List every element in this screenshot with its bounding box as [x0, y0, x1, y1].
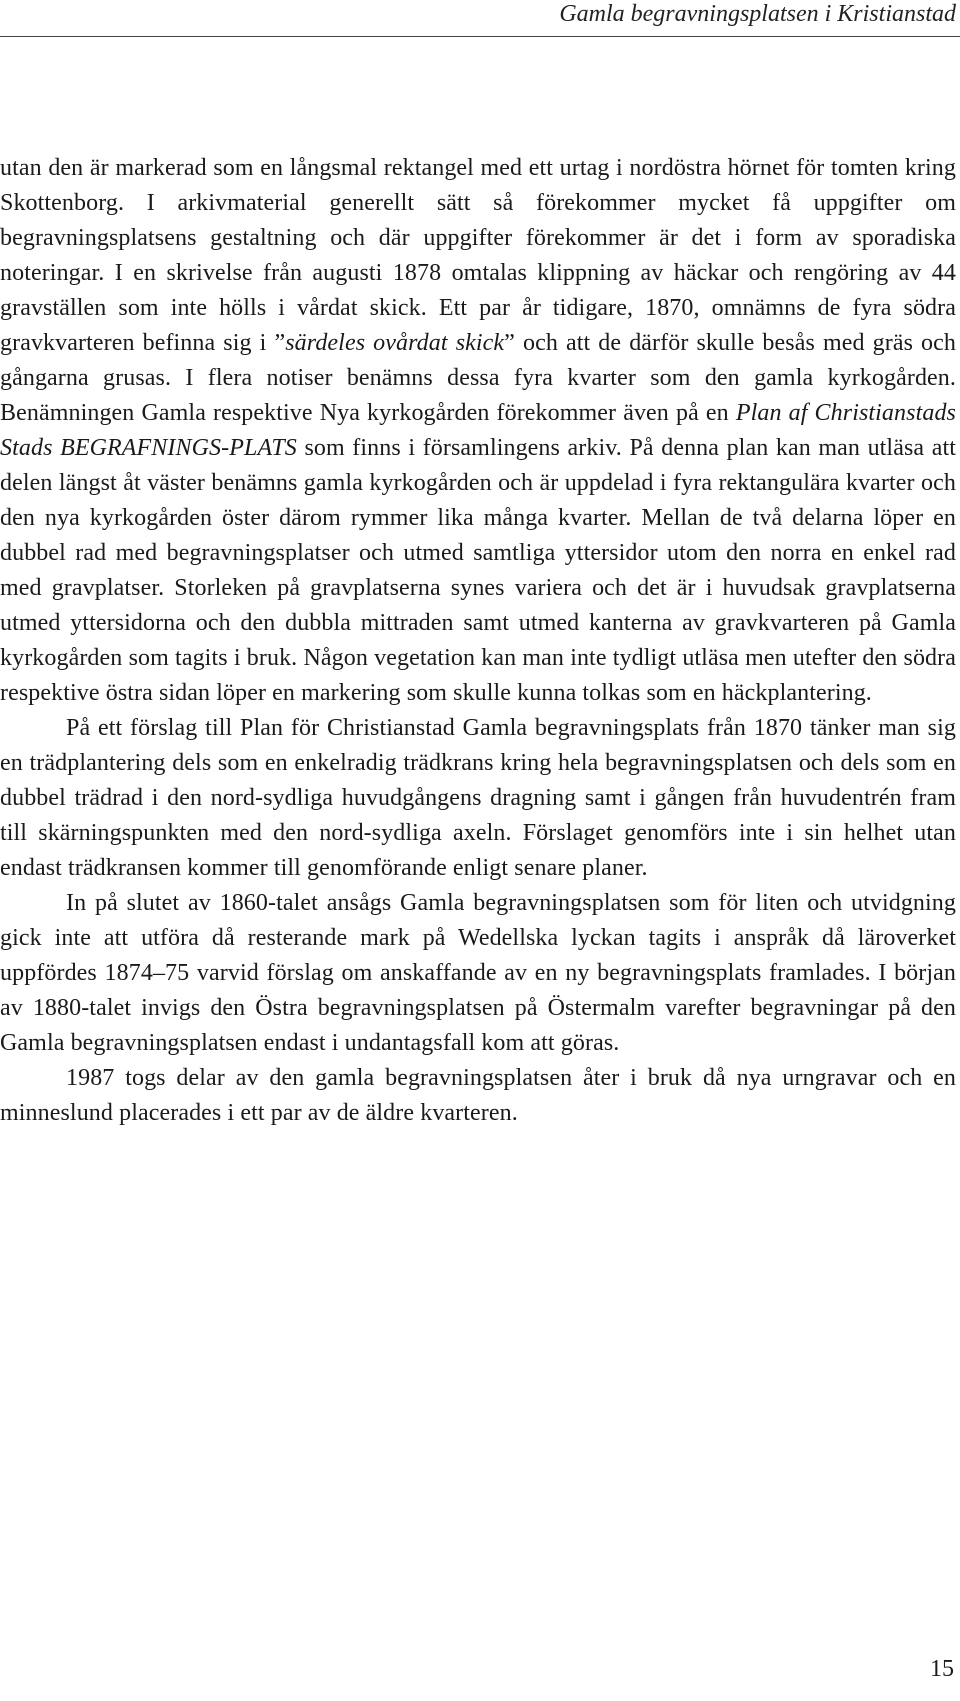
emphasis-run: särdeles ovårdat skick — [285, 330, 505, 356]
running-header — [0, 0, 960, 37]
paragraph — [0, 151, 956, 711]
text-run: In på slutet av 1860-talet ansågs Gamla begravningsplatsen som för liten och utvidgning gick inte att utföra då resterande mark på Wedellska lyckan tagits i anspråk då läroverket uppfördes 1874–75 varvid förslag om anskaffande av en ny begravningsplats framlades. I början av 1880-talet invigs den Östra begravningsplatsen på Östermalm varefter begravningar på den Gamla begravningsplatsen endast i undantagsfall kom att göras. — [0, 890, 956, 1056]
running-header-title: Gamla begravningsplatsen i Kristianstad — [559, 1, 956, 27]
text-run: utan den är markerad som en långsmal rektangel med ett urtag i nordöstra hörnet för tomten kring Skottenborg. I arkivmaterial generellt sätt så förekommer mycket få uppgifter om begravningsplatsens gestaltning och där uppgifter förekommer är det i form av sporadiska noteringar. I en skrivelse från augusti 1878 omtalas klippning av häckar och rengöring av 44 gravställen som inte hölls i vårdat skick. Ett par år tidigare, 1870, omnämns de fyra södra gravkvarteren befinna sig i ” — [0, 155, 956, 356]
text-run: som finns i församlingens arkiv. På denna plan kan man utläsa att delen längst åt väster benämns gamla kyrkogården och är uppdelad i fyra rektangulära kvarter och den nya kyrkogården öster därom rymmer lika många kvarter. Mellan de två delarna löper en dubbel rad med begravningsplatser och utmed samtliga yttersidor utom den norra en enkel rad med gravplatser. Storleken på gravplatserna synes variera och det är i huvudsak gravplatserna utmed yttersidorna och den dubbla mittraden samt utmed kanterna av gravkvarteren på Gamla kyrkogården som tagits i bruk. Någon vegetation kan man inte tydligt utläsa men utefter den södra respektive östra sidan löper en markering som skulle kunna tolkas som en häckplantering. — [0, 435, 956, 706]
paragraph — [0, 711, 956, 886]
text-run: På ett förslag till Plan för Christianstad Gamla begravningsplats från 1870 tänker man sig en trädplantering dels som en enkelradig trädkrans kring hela begravningsplatsen och dels som en dubbel trädrad i den nord-sydliga huvudgångens dragning samt i gången från huvudentrén fram till skärningspunkten med den nord-sydliga axeln. Förslaget genomförs inte i sin helhet utan endast trädkransen kommer till genomförande enligt senare planer. — [0, 715, 956, 881]
page-number: 15 — [930, 1656, 954, 1682]
emphasis-run: Plan af Christianstads Stads BEGRAFNINGS-PLATS — [0, 400, 956, 461]
text-run: 1987 togs delar av den gamla begravningsplatsen åter i bruk då nya urngravar och en minneslund placerades i ett par av de äldre kvarteren. — [0, 1065, 956, 1126]
text-run: ” och att de därför skulle besås med gräs och gångarna grusas. I flera notiser benämns dessa fyra kvarter som den gamla kyrkogården. Benämningen Gamla respektive Nya kyrkogården förekommer även på en — [0, 330, 957, 426]
paragraph — [0, 886, 956, 1061]
body-text — [0, 151, 956, 1131]
paragraph — [0, 1061, 956, 1131]
